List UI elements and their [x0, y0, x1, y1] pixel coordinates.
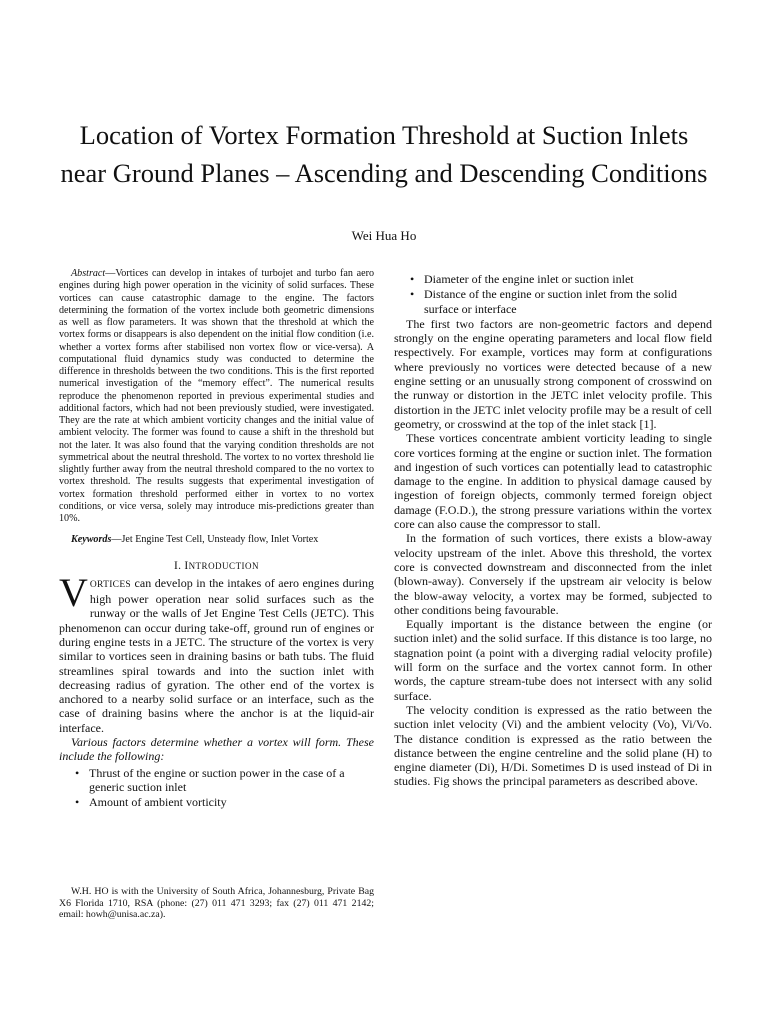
keywords — [59, 534, 374, 546]
section-heading-introduction: I. INTRODUCTION — [173, 559, 260, 572]
abstract — [59, 268, 374, 525]
paragraph-nongeometric-factors: The first two factors are non-geometric factors and depend strongly on the engine operating parameters and local flow field respectively. For example, vortices may form at configurations where previously no vortices were detected because of a new engine setting or an unusually strong component of crosswind on the runway or distortion in the JETC inlet velocity profile. This distortion in the JETC inlet velocity profile may be a result of cell geometry, or crosswind at the top of the inlet stack [1]. — [394, 316, 712, 431]
paragraph-surface-distance: Equally important is the distance between the engine (or suction inlet) and the solid surface. If this distance is too large, no stagnation point (a point with a diverging radial velocity profile) will form on the surface and the vortex cannot form. In other words, the capture stream-tube does not intersect with any solid surface. — [394, 617, 712, 703]
right-column — [394, 270, 712, 789]
list-item: • Diameter of the engine inlet or suction inlet — [424, 272, 712, 286]
author-name: Wei Hua Ho — [351, 228, 417, 243]
abstract-text: Vortices can develop in intakes of turbojet and turbo fan aero engines during high power operation in the vicinity of solid surfaces. These vortices can cause catastrophic damage to the engine. The factors determining the formation of the vortex include both geometric dimensions as well as flow parameters. It was shown that the threshold at which the vortex forms or disappears is also dependent on the initial flow condition (i.e. whether a vortex forms after stabilised non vortex flow or vice-versa). A computational fluid dynamics study was conducted to determine the difference in thresholds between the two conditions. This is the first reported numerical investigation of the “memory effect”. The numerical results reproduce the phenomenon reported in previous experimental studies and additional factors, which had not been previously studied, were investigated. They are the rate at which ambient vorticity changes and the initial value of ambient velocity. The former was found to cause a shift in the threshold but not the later. It was also found that the varying condition thresholds are not symmetrical about the neutral threshold. The vortex to no vortex threshold lie slightly further away from the neutral threshold compared to the no vortex to vortex threshold. The results suggests that experimental investigation of vortex formation threshold performed either in vortex to no vortex conditions, or vice versa, solely may introduce mis-predictions greater than 10%. — [59, 268, 374, 524]
list-item: • Thrust of the engine or suction power in the case of a generic suction inlet — [89, 766, 374, 795]
keywords-label: Keywords — [71, 534, 112, 546]
paragraph-blow-away-velocity: In the formation of such vortices, there exists a blow-away velocity upstream of the inlet. Above this threshold, the vortex core is convected downstream and disconnected from the inlet (blown-away). Conversely if the upstream air velocity is below the blow-away velocity, a vortex may be formed, subjected to other conditions being favourable. — [394, 531, 712, 617]
keywords-text: —Jet Engine Test Cell, Unsteady flow, Inlet Vortex — [111, 534, 319, 546]
list-item: • Distance of the engine or suction inlet from the solid surface or interface — [424, 287, 712, 316]
abstract-label: Abstract — [71, 268, 106, 279]
intro-text-1: can develop in the intakes of aero engines during high power operation near solid surfaces such as the runway or the walls of Jet Engine Test Cells (JETC). This phenomenon can occur during take-off, ground run of engines or during engine tests in a JETC. The structure of the vortex is very similar to vortices seen in draining basins or bath tubs. The fluid streamlines spiral towards and into the suction inlet with decreasing radius of gyration. The other end of the vortex is anchored to a nearby solid surface or an interface, such as the case of draining basins where the anchor is at the liquid-air interface. — [59, 575, 374, 735]
list-item: • Amount of ambient vorticity — [89, 795, 374, 809]
drop-cap: V — [59, 569, 88, 615]
factor-list-left — [59, 766, 374, 810]
factor-list-right — [394, 272, 712, 316]
paragraph-vortex-damage: These vortices concentrate ambient vorticity leading to single core vortices forming at the engine or suction inlet. The formation and ingestion of such vortices can potentially lead to catastrophic damage to the engine. In addition to physical damage caused by ingestion of foreign objects, commonly termed foreign object damage (F.O.D.), the strong pressure variations within the vortex core can also cause the compressor to stall. — [394, 431, 712, 532]
intro-paragraph-1 — [59, 569, 374, 735]
author-footnote: W.H. HO is with the University of South Africa, Johannesburg, Private Bag X6 Florida 1710, RSA (phone: (27) 011 471 3293; fax (27) 011 471 2142; email: howh@unisa.ac.za). — [59, 886, 374, 921]
left-column — [59, 268, 374, 811]
intro-paragraph-2: Various factors determine whether a vortex will form. These include the following: — [59, 735, 374, 764]
paragraph-velocity-ratio: The velocity condition is expressed as the ratio between the suction inlet velocity (Vi) and the ambient velocity (Vo), Vi/Vo. The distance condition is expressed as the ratio between the distance between the engine centreline and the solid plane (H) to engine diameter (Di), H/Di. Sometimes D is used instead of Di in studies. Fig shows the principal parameters as described above. — [394, 702, 712, 789]
intro-smallcaps: ORTICES — [89, 579, 132, 590]
abstract-dash: — — [105, 268, 116, 279]
paper-title: Location of Vortex Formation Threshold at Suction Inlets near Ground Planes – Ascending and Descending Conditions — [60, 120, 708, 188]
